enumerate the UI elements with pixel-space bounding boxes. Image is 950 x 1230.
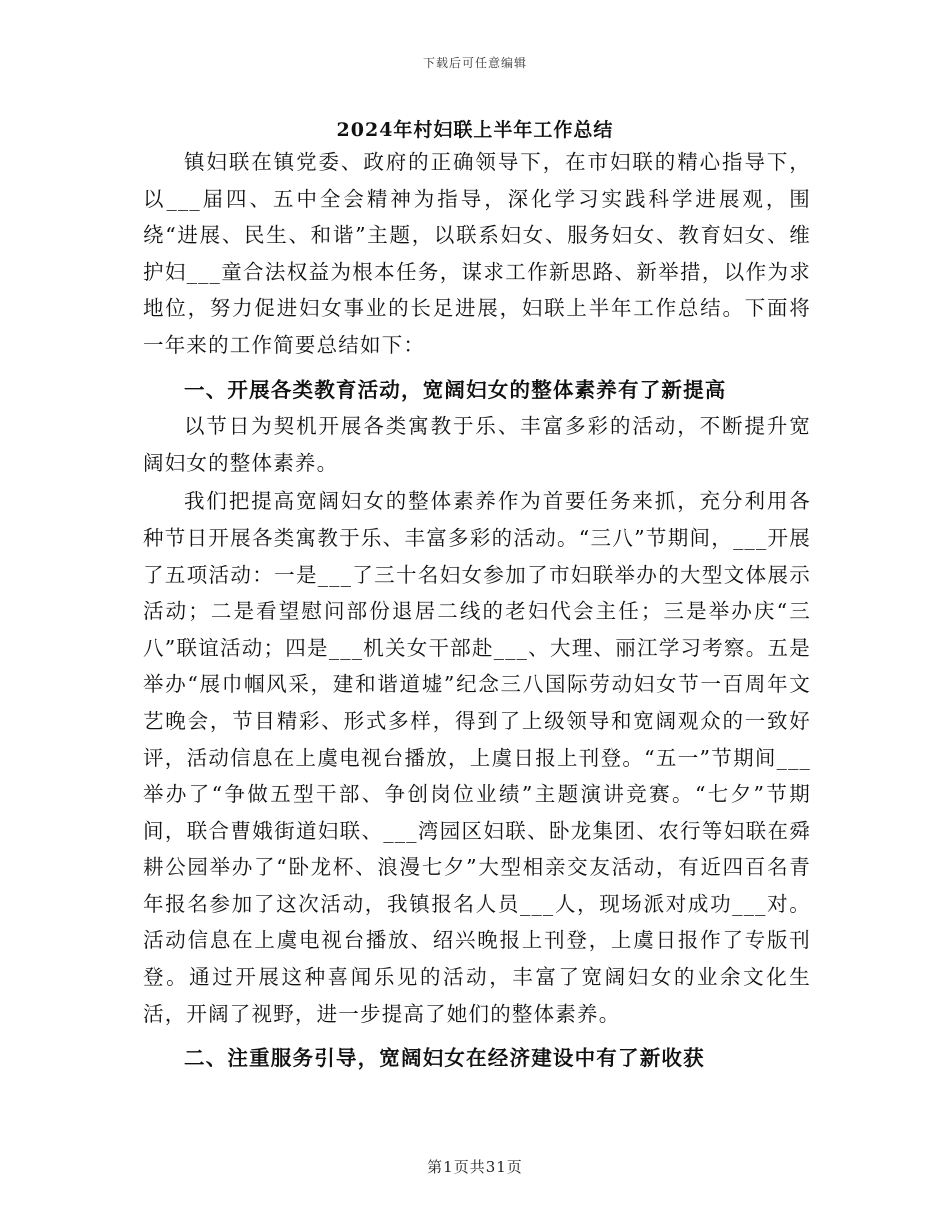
section-2-heading: 二、注重服务引导，宽阔妇女在经济建设中有了新收获 [184, 1046, 705, 1071]
page-number-footer: 第1页共31页 [427, 1158, 523, 1176]
section-1-paragraph-2: 我们把提高宽阔妇女的整体素养作为首要任务来抓，充分利用各种节日开展各类寓教于乐、丰富多彩的活动。“三八”节期间，___开展了五项活动：一是___了三十名妇女参加了市妇联举办的大型文体展示活动；二是看望慰问部份退居二线的老妇代会主任；三是举办庆“三八”联谊活动；四是___机关女干部赴___、大理、丽江学习考察。五是举办“展巾帼风采，建和谐道墟”纪念三八国际劳动妇女节一百周年文艺晚会，节目精彩、形式多样，得到了上级领导和宽阔观众的一致好评，活动信息在上虞电视台播放，上虞日报上刊登。“五一”节期间___举办了“争做五型干部、争创岗位业绩”主题演讲竞赛。“七夕”节期间，联合曹娥街道妇联、___湾园区妇联、卧龙集团、农行等妇联在舜耕公园举办了“卧龙杯、浪漫七夕”大型相亲交友活动，有近四百名青年报名参加了这次活动，我镇报名人员___人，现场派对成功___对。活动信息在上虞电视台播放、绍兴晚报上刊登，上虞日报作了专版刊登。通过开展这种喜闻乐见的活动，丰富了宽阔妇女的业余文化生活，开阔了视野，进一步提高了她们的整体素养。 [143, 489, 811, 1026]
intro-paragraph: 镇妇联在镇党委、政府的正确领导下，在市妇联的精心指导下，以___届四、五中全会精神为指导，深化学习实践科学进展观，围绕“进展、民生、和谐”主题，以联系妇女、服务妇女、教育妇女、维护妇___童合法权益为根本任务，谋求工作新思路、新举措，以作为求地位，努力促进妇女事业的长足进展，妇联上半年工作总结。下面将一年来的工作简要总结如下： [143, 150, 811, 357]
document-body [143, 144, 811, 1077]
document-title: 2024年村妇联上半年工作总结 [336, 119, 614, 141]
header-note: 下载后可任意编辑 [422, 56, 527, 70]
section-1-heading: 一、开展各类教育活动，宽阔妇女的整体素养有了新提高 [184, 377, 727, 402]
section-1-paragraph-1: 以节日为契机开展各类寓教于乐、丰富多彩的活动，不断提升宽阔妇女的整体素养。 [143, 414, 811, 475]
